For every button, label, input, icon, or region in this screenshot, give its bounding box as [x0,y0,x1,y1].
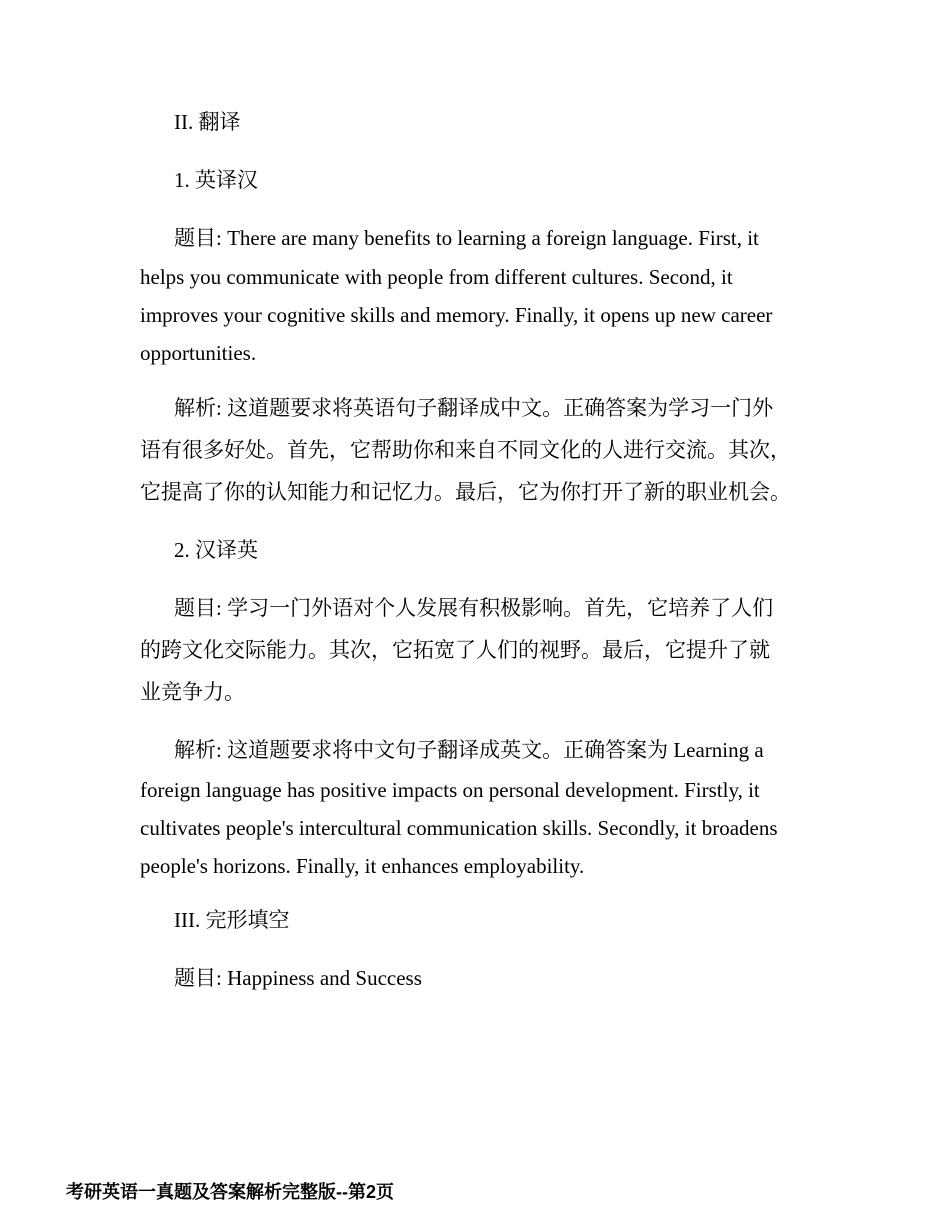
question1-line-1: 题目: There are many benefits to learning a foreign language. First, it [174,226,759,250]
answer1-line-2: 语有很多好处。首先，它帮助你和来自不同文化的人进行交流。其次， [140,438,791,462]
answer2-line-2: foreign language has positive impacts on personal development. Firstly, it [140,778,760,802]
question2-line-2: 的跨文化交际能力。其次，它拓宽了人们的视野。最后，它提升了就 [140,638,770,662]
question1-line-4: opportunities. [140,341,257,365]
answer2-line-4: people's horizons. Finally, it enhances employability. [140,854,585,878]
answer2-line-1: 解析: 这道题要求将中文句子翻译成英文。正确答案为 Learning a [174,738,764,762]
page-footer: 考研英语一真题及答案解析完整版--第2页 [66,1182,394,1202]
answer1-line-3: 它提高了你的认知能力和记忆力。最后，它为你打开了新的职业机会。 [140,480,791,504]
answer2-line-3: cultivates people's intercultural communication skills. Secondly, it broadens [140,816,778,840]
subheading-english-to-chinese: 1. 英译汉 [174,168,258,192]
question1-line-3: improves your cognitive skills and memory. Finally, it opens up new career [140,303,773,327]
question2-line-3: 业竞争力。 [140,680,245,704]
section-heading-translation: II. 翻译 [174,110,241,134]
section-heading-cloze: III. 完形填空 [174,908,290,932]
question2-line-1: 题目: 学习一门外语对个人发展有积极影响。首先，它培养了人们 [174,596,774,620]
answer1-line-1: 解析: 这道题要求将英语句子翻译成中文。正确答案为学习一门外 [174,396,774,420]
question3-title: 题目: Happiness and Success [174,966,422,990]
subheading-chinese-to-english: 2. 汉译英 [174,538,258,562]
question1-line-2: helps you communicate with people from different cultures. Second, it [140,265,733,289]
